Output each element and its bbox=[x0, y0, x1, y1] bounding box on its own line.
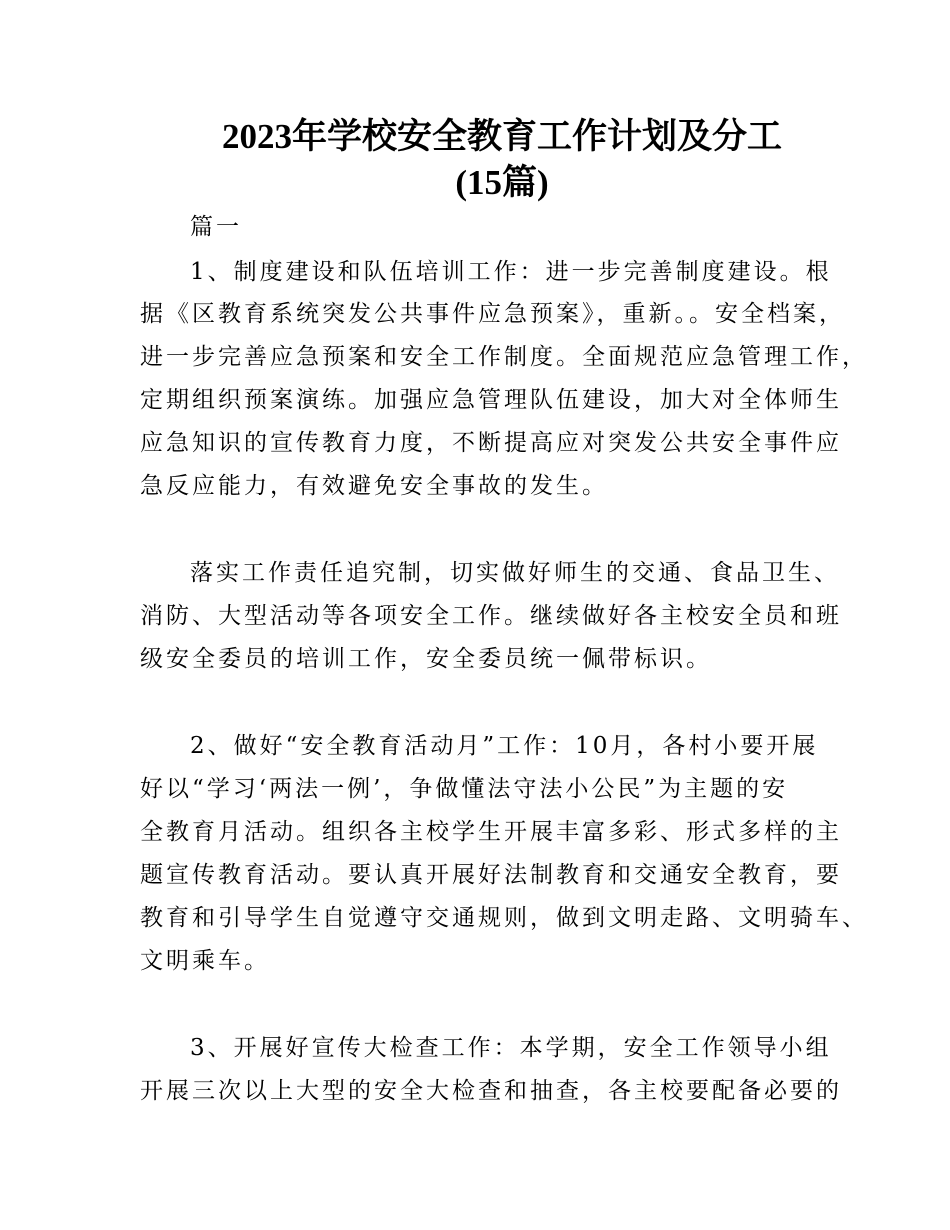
paragraph-line: 急反应能力，有效避免安全事故的发生。 bbox=[140, 473, 608, 499]
paragraph-line: 应急知识的宣传教育力度，不断提高应对突发公共安全事件应 bbox=[140, 430, 842, 456]
paragraph-line: 进一步完善应急预案和安全工作制度。全面规范应急管理工作， bbox=[140, 344, 868, 370]
paragraph-line: 3、开展好宣传大检查工作：本学期，安全工作领导小组 bbox=[190, 1035, 832, 1061]
paragraph-line: 落实工作责任追究制，切实做好师生的交通、食品卫生、 bbox=[190, 560, 840, 586]
paragraph-line: 级安全委员的培训工作，安全委员统一佩带标识。 bbox=[140, 646, 712, 672]
paragraph-line: 开展三次以上大型的安全大检查和抽查，各主校要配备必要的 bbox=[140, 1078, 842, 1104]
paragraph-line: 2、做好“安全教育活动月”工作：10月，各村小要开展 bbox=[190, 733, 819, 759]
paragraph-line: 题宣传教育活动。要认真开展好法制教育和交通安全教育，要 bbox=[140, 862, 842, 888]
paragraph-line: 好以“学习‘两法一例’，争做懂法守法小公民”为主题的安 bbox=[140, 776, 789, 802]
paragraph-line: 定期组织预案演练。加强应急管理队伍建设，加大对全体师生 bbox=[140, 387, 842, 413]
paragraph-line: 消防、大型活动等各项安全工作。继续做好各主校安全员和班 bbox=[140, 603, 842, 629]
document-title: 2023年学校安全教育工作计划及分工 bbox=[221, 117, 782, 156]
document-subtitle: (15篇) bbox=[455, 163, 549, 202]
paragraph-line: 文明乘车。 bbox=[140, 948, 270, 974]
paragraph-line: 据《区教育系统突发公共事件应急预案》，重新。。安全档案， bbox=[140, 301, 845, 327]
paragraph-line: 1、制度建设和队伍培训工作：进一步完善制度建设。根 bbox=[190, 259, 832, 285]
paragraph-line: 教育和引导学生自觉遵守交通规则，做到文明走路、文明骑车、 bbox=[140, 905, 868, 931]
section-label: 篇一 bbox=[190, 214, 242, 240]
paragraph-line: 全教育月活动。组织各主校学生开展丰富多彩、形式多样的主 bbox=[140, 819, 842, 845]
